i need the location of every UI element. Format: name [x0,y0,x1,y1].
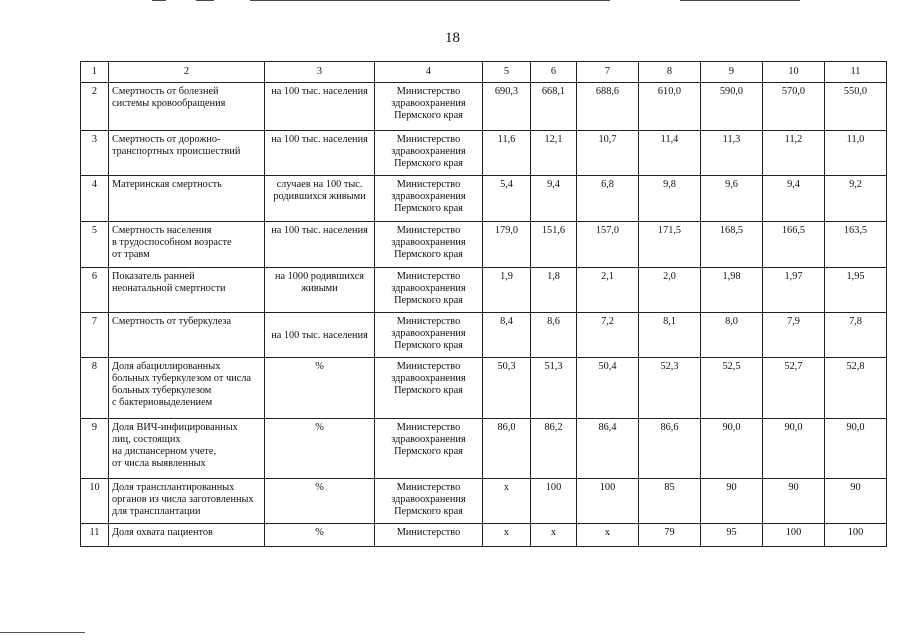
value-cell-text: 1,8 [547,271,560,282]
value-cell [639,176,701,222]
value-cell [531,268,577,313]
value-cell-text: 95 [726,527,737,538]
row-number-cell-text: 6 [91,271,98,282]
value-cell [701,524,763,547]
value-cell-text: 570,0 [781,86,806,97]
responsible-cell-text: Министерство здравоохранения Пермского края [391,225,466,260]
indicator-name-cell-text: Материнская смертность [112,179,222,190]
unit-cell-text: на 100 тыс. населения [271,86,368,97]
row-number-cell [81,176,109,222]
value-cell-text: 11,4 [660,134,679,145]
value-cell [639,83,701,131]
value-cell-text: 668,1 [541,86,566,97]
value-cell-text: 688,6 [595,86,620,97]
row-number-cell [81,358,109,419]
value-cell [639,268,701,313]
value-cell [483,83,531,131]
unit-cell-text: % [315,422,324,433]
value-cell-text: 79 [664,527,675,538]
table-header-row [81,62,887,83]
value-cell [825,268,887,313]
unit-cell [265,479,375,524]
value-cell-text: 9,6 [725,179,738,190]
value-cell-text: 8,4 [500,316,513,327]
unit-cell-text: на 100 тыс. населения [271,225,368,236]
unit-cell-text: на 100 тыс. населения [271,330,368,341]
unit-cell [265,83,375,131]
value-cell [639,313,701,358]
value-cell [701,358,763,419]
header-cell: 9 [701,62,763,83]
indicator-name-cell-text: Доля абациллированных больных туберкулезом от числа больных туберкулезом с бактериовыделением [112,361,251,408]
value-cell-text: х [503,527,510,538]
value-cell [701,419,763,479]
value-cell [825,83,887,131]
responsible-cell-text: Министерство здравоохранения Пермского края [391,179,466,214]
value-cell [483,479,531,524]
row-number-cell [81,419,109,479]
value-cell [763,222,825,268]
value-cell [825,313,887,358]
page-number: 18 [445,30,460,46]
value-cell [577,524,639,547]
value-cell-text: 166,5 [781,225,806,236]
top-rule-left [152,0,166,1]
top-rule-mid [196,0,214,1]
table-row [81,358,887,419]
value-cell [763,313,825,358]
value-cell-text: 550,0 [843,86,868,97]
indicator-name-cell [109,313,265,358]
value-cell-text: 11,2 [784,134,803,145]
indicator-name-cell [109,358,265,419]
value-cell-text: 52,8 [846,361,865,372]
value-cell [825,222,887,268]
unit-cell [265,131,375,176]
value-cell [825,524,887,547]
value-cell [531,83,577,131]
responsible-cell-text: Министерство здравоохранения Пермского края [391,134,466,169]
value-cell-text: 8,1 [663,316,676,327]
responsible-cell [375,479,483,524]
value-cell [763,358,825,419]
unit-cell-text: на 100 тыс. населения [271,134,368,145]
value-cell [639,419,701,479]
value-cell-text: 86,6 [660,422,679,433]
value-cell [763,479,825,524]
unit-cell-text: на 1000 родившихся живыми [274,271,365,294]
table-row [81,176,887,222]
row-number-cell [81,83,109,131]
value-cell-text: 50,3 [497,361,516,372]
table-row [81,131,887,176]
row-number-cell-text: 3 [91,134,98,145]
row-number-cell [81,313,109,358]
value-cell [483,131,531,176]
indicator-name-cell [109,83,265,131]
value-cell-text: 7,8 [849,316,862,327]
header-cell: 5 [483,62,531,83]
unit-cell [265,222,375,268]
header-cell: 11 [825,62,887,83]
value-cell-text: 7,9 [787,316,800,327]
value-cell [639,131,701,176]
value-cell [483,222,531,268]
responsible-cell-text: Министерство здравоохранения Пермского края [391,86,466,121]
row-number-cell-text: 4 [91,179,98,190]
value-cell-text: х [604,527,611,538]
indicator-name-cell [109,479,265,524]
indicator-name-cell [109,131,265,176]
value-cell [483,524,531,547]
value-cell-text: 9,8 [663,179,676,190]
responsible-cell [375,313,483,358]
value-cell-text: 90,0 [722,422,741,433]
value-cell [577,419,639,479]
value-cell-text: 1,9 [500,271,513,282]
unit-cell-text: % [315,361,324,372]
indicator-name-cell-text: Показатель ранней неонатальной смертности [112,271,226,294]
table-row [81,222,887,268]
responsible-cell-text: Министерство здравоохранения Пермского края [391,271,466,306]
indicator-name-cell-text: Доля ВИЧ-инфицированных лиц, состоящих на диспансерном учете, от числа выявленных [112,422,238,469]
value-cell [483,313,531,358]
value-cell-text: 9,2 [849,179,862,190]
value-cell [483,176,531,222]
value-cell-text: 90 [788,482,799,493]
value-cell-text: 90,0 [784,422,803,433]
header-cell: 1 [81,62,109,83]
value-cell [763,419,825,479]
value-cell [531,131,577,176]
header-cell: 4 [375,62,483,83]
row-number-cell [81,479,109,524]
value-cell [483,419,531,479]
value-cell [825,358,887,419]
value-cell [577,268,639,313]
value-cell-text: 590,0 [719,86,744,97]
top-rule-center [250,0,610,1]
value-cell-text: 11,0 [846,134,865,145]
value-cell [701,83,763,131]
unit-cell [265,313,375,358]
header-cell: 6 [531,62,577,83]
value-cell [531,176,577,222]
value-cell [639,479,701,524]
value-cell [639,222,701,268]
value-cell [701,268,763,313]
value-cell [701,313,763,358]
value-cell-text: 690,3 [494,86,519,97]
indicator-name-cell-text: Доля трансплантированных органов из числа заготовленных для трансплантации [112,482,254,517]
value-cell [639,524,701,547]
value-cell [483,268,531,313]
value-cell-text: 52,7 [784,361,803,372]
responsible-cell [375,176,483,222]
value-cell [701,479,763,524]
value-cell [825,419,887,479]
row-number-cell-text: 10 [89,482,100,493]
indicator-name-cell-text: Доля охвата пациентов [112,527,213,538]
value-cell [763,268,825,313]
responsible-cell-text: Министерство здравоохранения Пермского края [391,482,466,517]
value-cell-text: 11,6 [497,134,516,145]
value-cell-text: 168,5 [719,225,744,236]
value-cell-text: 1,98 [722,271,741,282]
value-cell-text: 52,5 [722,361,741,372]
value-cell-text: 90 [850,482,861,493]
row-number-cell [81,268,109,313]
value-cell [531,479,577,524]
table-body [81,62,887,547]
row-number-cell [81,222,109,268]
value-cell [825,479,887,524]
value-cell-text: 100 [545,482,562,493]
row-number-cell-text: 2 [91,86,98,97]
indicator-name-cell [109,176,265,222]
responsible-cell [375,222,483,268]
unit-cell-text: % [315,527,324,538]
value-cell-text: 610,0 [657,86,682,97]
value-cell-text: 5,4 [500,179,513,190]
responsible-cell-text: Министерство здравоохранения Пермского края [391,316,466,351]
indicator-name-cell [109,419,265,479]
indicators-table [80,61,887,547]
unit-cell-text: случаев на 100 тыс. родившихся живыми [273,179,366,202]
value-cell [577,131,639,176]
value-cell [825,131,887,176]
table-row [81,268,887,313]
header-cell: 2 [109,62,265,83]
value-cell-text: 90 [726,482,737,493]
value-cell [531,358,577,419]
value-cell-text: 1,95 [846,271,865,282]
value-cell-text: 86,0 [497,422,516,433]
top-rule-right [680,0,800,1]
value-cell [701,131,763,176]
value-cell [577,358,639,419]
unit-cell [265,176,375,222]
responsible-cell [375,419,483,479]
value-cell-text: 100 [847,527,864,538]
value-cell-text: 8,6 [547,316,560,327]
value-cell-text: х [550,527,557,538]
value-cell-text: х [503,482,510,493]
value-cell-text: 6,8 [601,179,614,190]
value-cell [577,313,639,358]
unit-cell [265,268,375,313]
value-cell-text: 2,1 [601,271,614,282]
row-number-cell-text: 8 [91,361,98,372]
responsible-cell-text: Министерство здравоохранения Пермского края [391,422,466,457]
indicator-name-cell [109,222,265,268]
table-row [81,524,887,547]
value-cell [577,176,639,222]
value-cell-text: 9,4 [787,179,800,190]
table-row [81,313,887,358]
table-row [81,419,887,479]
value-cell-text: 163,5 [843,225,868,236]
value-cell-text: 2,0 [663,271,676,282]
value-cell [763,131,825,176]
indicator-name-cell-text: Смертность от болезней системы кровообращения [112,86,226,109]
row-number-cell-text: 9 [91,422,98,433]
row-number-cell [81,524,109,547]
indicator-name-cell [109,268,265,313]
header-cell: 3 [265,62,375,83]
value-cell [763,83,825,131]
value-cell-text: 1,97 [784,271,803,282]
value-cell-text: 50,4 [598,361,617,372]
header-cell: 10 [763,62,825,83]
value-cell [531,313,577,358]
responsible-cell-text: Министерство здравоохранения Пермского края [391,361,466,396]
indicator-name-cell [109,524,265,547]
row-number-cell-text: 11 [89,527,100,538]
table-row [81,83,887,131]
header-cell: 8 [639,62,701,83]
indicator-name-cell-text: Смертность от дорожно- транспортных происшествий [112,134,241,157]
value-cell [577,83,639,131]
value-cell-text: 7,2 [601,316,614,327]
value-cell-text: 179,0 [494,225,519,236]
row-number-cell-text: 7 [91,316,98,327]
unit-cell [265,358,375,419]
value-cell-text: 86,2 [544,422,563,433]
value-cell-text: 100 [599,482,616,493]
value-cell-text: 90,0 [846,422,865,433]
value-cell-text: 100 [785,527,802,538]
value-cell [577,479,639,524]
unit-cell [265,419,375,479]
bottom-rule [0,632,85,633]
indicator-name-cell-text: Смертность от туберкулеза [112,316,232,327]
indicator-name-cell-text: Смертность населения в трудоспособном возрасте от травм [112,225,232,260]
value-cell [701,222,763,268]
value-cell-text: 12,1 [544,134,563,145]
value-cell-text: 8,0 [725,316,738,327]
header-cell: 7 [577,62,639,83]
value-cell [825,176,887,222]
unit-cell [265,524,375,547]
value-cell [531,524,577,547]
table-row [81,479,887,524]
value-cell-text: 151,6 [541,225,566,236]
value-cell-text: 85 [664,482,675,493]
responsible-cell [375,268,483,313]
value-cell [763,524,825,547]
value-cell-text: 52,3 [660,361,679,372]
row-number-cell-text: 5 [91,225,98,236]
unit-cell-text: % [315,482,324,493]
responsible-cell [375,131,483,176]
value-cell-text: 9,4 [547,179,560,190]
value-cell [577,222,639,268]
value-cell-text: 51,3 [544,361,563,372]
value-cell [483,358,531,419]
value-cell [763,176,825,222]
responsible-cell [375,83,483,131]
responsible-cell [375,358,483,419]
value-cell [639,358,701,419]
value-cell [531,222,577,268]
row-number-cell [81,131,109,176]
value-cell-text: 157,0 [595,225,620,236]
value-cell [531,419,577,479]
value-cell-text: 171,5 [657,225,682,236]
value-cell-text: 11,3 [722,134,741,145]
value-cell [701,176,763,222]
responsible-cell [375,524,483,547]
value-cell-text: 10,7 [598,134,617,145]
value-cell-text: 86,4 [598,422,617,433]
responsible-cell-text: Министерство [396,527,461,538]
